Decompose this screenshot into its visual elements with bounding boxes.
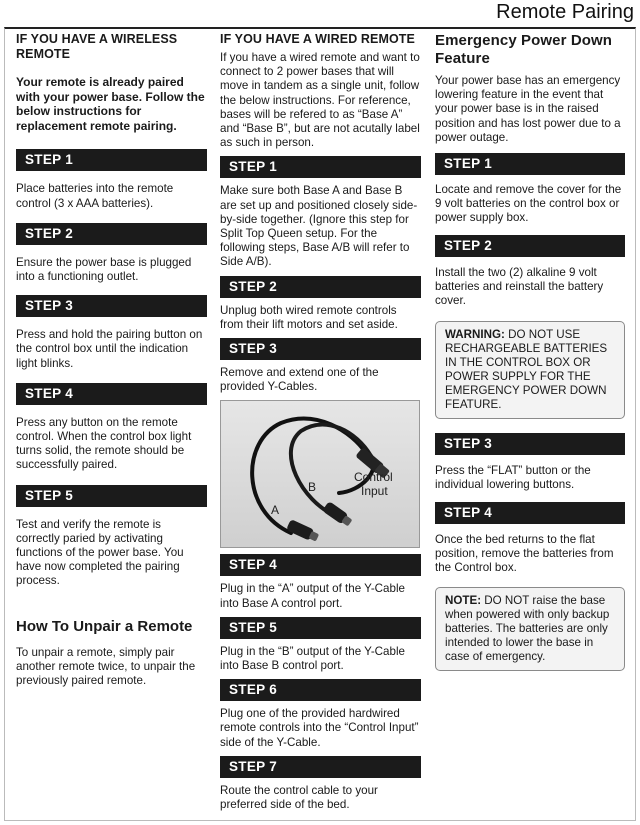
photo-label-b: B bbox=[308, 480, 317, 495]
y-cable-photo bbox=[220, 400, 420, 548]
wired-step-5-text: Plug in the “B” output of the Y-Cable into Base B control port. bbox=[220, 644, 405, 673]
emergency-step-3-text: Press the “FLAT” button or the individual lowering buttons. bbox=[435, 464, 591, 492]
photo-label-a: A bbox=[271, 503, 280, 518]
warning-box bbox=[435, 321, 625, 419]
emergency-step-2-text: Install the two (2) alkaline 9 volt batteries and reinstall the battery cover. bbox=[435, 265, 604, 308]
wired-step-3-header: STEP 3 bbox=[220, 338, 421, 360]
wireless-step-1-header: STEP 1 bbox=[16, 149, 207, 171]
wired-step-5-header: STEP 5 bbox=[220, 617, 421, 639]
page-title: Remote Pairing bbox=[496, 1, 634, 23]
wired-step-7-header: STEP 7 bbox=[220, 756, 421, 778]
wired-remote-column bbox=[220, 32, 421, 812]
unpair-text: To unpair a remote, simply pair another remote twice, to unpair the previously paired remote. bbox=[16, 645, 196, 688]
wired-step-1-header: STEP 1 bbox=[220, 156, 421, 178]
wireless-step-1-text: Place batteries into the remote control (3 x AAA batteries). bbox=[16, 182, 174, 210]
wired-step-4-text: Plug in the “A” output of the Y-Cable into Base A control port. bbox=[220, 582, 405, 610]
wired-step-3-text: Remove and extend one of the provided Y-Cables. bbox=[220, 366, 379, 394]
unpair-title: How To Unpair a Remote bbox=[16, 617, 193, 635]
photo-label-input: Input bbox=[361, 484, 388, 499]
wireless-step-3-text: Press and hold the pairing button on the control box until the indication light blinks. bbox=[16, 328, 203, 370]
wireless-step-5-header: STEP 5 bbox=[16, 485, 207, 507]
wired-step-1-text: Make sure both Base A and Base B are set up and positioned closely side-by-side together. (Ignore this step for Split Top Queen setup. For the following steps, Base A/B will refer to Side A/B). bbox=[220, 184, 418, 269]
wired-step-2-header: STEP 2 bbox=[220, 276, 421, 298]
wired-step-4-header: STEP 4 bbox=[220, 554, 421, 576]
wireless-remote-column bbox=[16, 32, 207, 688]
wired-intro: If you have a wired remote and want to connect to 2 power bases that will move in tandem as a single unit, follow the below instructions. For reference, bases will be refered to as “Base A” and “Base B”, but are not acutally label as such in person. bbox=[220, 51, 420, 150]
note-text: DO NOT raise the base when powered with only backup batteries. The batteries are only intended to lower the base in case of emergency. bbox=[445, 594, 610, 664]
warning-label: WARNING: bbox=[445, 328, 505, 342]
emergency-step-1-header: STEP 1 bbox=[435, 153, 625, 175]
photo-label-control: Control bbox=[354, 470, 393, 485]
emergency-step-1-text: Locate and remove the cover for the 9 volt batteries on the control box or power supply box. bbox=[435, 183, 622, 225]
wireless-step-4-text: Press any button on the remote control. When the control box light turns solid, the remote should be successfully paired. bbox=[16, 415, 192, 472]
wired-step-6-header: STEP 6 bbox=[220, 679, 421, 701]
wireless-step-4-header: STEP 4 bbox=[16, 383, 207, 405]
emergency-step-3-header: STEP 3 bbox=[435, 433, 625, 455]
emergency-intro: Your power base has an emergency lowering feature in the event that your power base is in the raised position and has lost power due to a power outage. bbox=[435, 74, 621, 144]
emergency-section-title: Emergency Power Down Feature bbox=[435, 32, 613, 67]
note-box bbox=[435, 587, 625, 671]
warning-text: DO NOT USE RECHARGEABLE BATTERIES IN THE CONTROL BOX OR POWER SUPPLY FOR THE EMERGENCY POWER DOWN FEATURE. bbox=[445, 328, 608, 412]
wired-section-title: IF YOU HAVE A WIRED REMOTE bbox=[220, 32, 415, 46]
note-label: NOTE: bbox=[445, 594, 482, 608]
wired-step-7-text: Route the control cable to your preferred side of the bed. bbox=[220, 783, 378, 812]
wireless-section-title: IF YOU HAVE A WIRELESS REMOTE bbox=[16, 32, 178, 61]
wireless-step-5-text: Test and verify the remote is correctly paried by activating functions of the power base. You have now completed the pairing process. bbox=[16, 517, 184, 588]
emergency-step-4-text: Once the bed returns to the flat position, remove the batteries from the Control box. bbox=[435, 532, 614, 575]
emergency-power-down-column bbox=[435, 32, 625, 671]
emergency-step-2-header: STEP 2 bbox=[435, 235, 625, 257]
emergency-step-4-header: STEP 4 bbox=[435, 502, 625, 524]
wireless-step-2-text: Ensure the power base is plugged into a functioning outlet. bbox=[16, 255, 192, 283]
wired-step-6-text: Plug one of the provided hardwired remote controls into the “Control Input” side of the Y-Cable. bbox=[220, 707, 419, 749]
wireless-intro: Your remote is already paired with your power base. Follow the below instructions for replacement remote pairing. bbox=[16, 75, 205, 133]
wireless-step-2-header: STEP 2 bbox=[16, 223, 207, 245]
wired-step-2-text: Unplug both wired remote controls from their lift motors and set aside. bbox=[220, 303, 398, 331]
wireless-step-3-header: STEP 3 bbox=[16, 295, 207, 317]
